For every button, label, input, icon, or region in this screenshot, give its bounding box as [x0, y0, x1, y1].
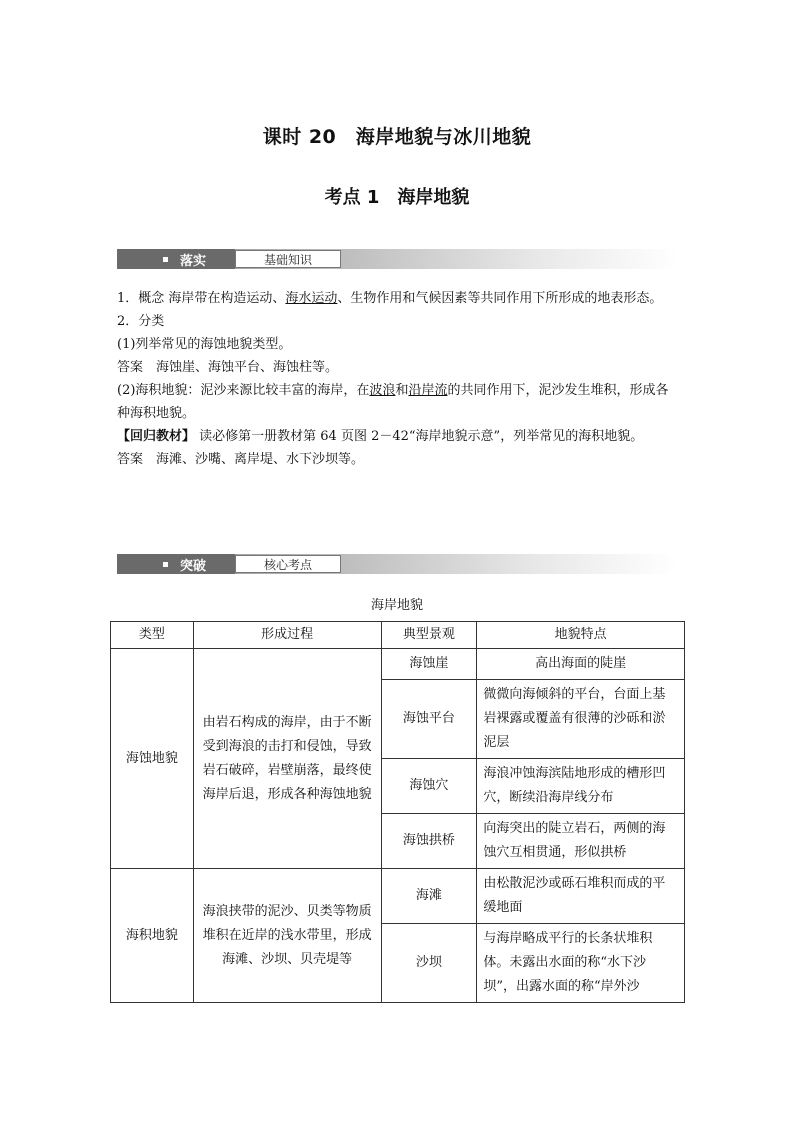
- feature-cell: 向海突出的陡立岩石，两侧的海蚀穴互相贯通，形似拱桥: [477, 814, 685, 869]
- square-bullet-icon: [163, 562, 168, 567]
- coastal-landform-table: [110, 621, 685, 1003]
- section-tag-light: 基础知识: [235, 250, 341, 268]
- type-cell-erosion: 海蚀地貌: [111, 649, 194, 869]
- table-row: [111, 869, 685, 924]
- table-header-row: [111, 622, 685, 649]
- concept-underline-1: 海水运动: [285, 291, 338, 306]
- table-row: [111, 649, 685, 680]
- deposition-text-2: 和: [395, 383, 409, 398]
- deposition-text-1: (2)海积地貌：泥沙来源比较丰富的海岸，在: [117, 383, 370, 398]
- section-tag-dark-label: 落实: [180, 253, 207, 269]
- feature-cell: 微微向海倾斜的平台，台面上基岩裸露或覆盖有很薄的沙砾和淤泥层: [477, 680, 685, 759]
- landscape-cell: 沙坝: [381, 924, 477, 1003]
- question-1: (1)列举常见的海蚀地貌类型。: [117, 337, 292, 352]
- header-landscape: 典型景观: [381, 622, 477, 649]
- header-feature: 地貌特点: [477, 622, 685, 649]
- landscape-cell: 海蚀穴: [381, 759, 477, 814]
- feature-cell: 与海岸略成平行的长条状堆积体。未露出水面的称“水下沙坝”，出露水面的称“岸外沙: [477, 924, 685, 1003]
- deposition-underline-2: 沿岸流: [408, 383, 448, 398]
- header-type: 类型: [111, 622, 194, 649]
- lesson-title: 课时 20 海岸地貌与冰川地貌: [262, 126, 532, 148]
- answer-1: 答案 海蚀崖、海蚀平台、海蚀柱等。: [117, 360, 339, 375]
- landscape-cell: 海滩: [381, 869, 477, 924]
- landscape-cell: 海蚀平台: [381, 680, 477, 759]
- basics-content: [117, 287, 681, 471]
- section-tag-dark-label: 突破: [180, 558, 207, 574]
- feature-cell: 高出海面的陡崖: [477, 649, 685, 680]
- type-cell-deposition: 海积地貌: [111, 869, 194, 1003]
- feature-cell: 海浪冲蚀海滨陆地形成的槽形凹穴，断续沿海岸线分布: [477, 759, 685, 814]
- topic-title: 考点 1 海岸地貌: [324, 187, 470, 208]
- concept-text-1: 1．概念 海岸带在构造运动、: [117, 291, 286, 306]
- landscape-cell: 海蚀崖: [381, 649, 477, 680]
- textbook-review: [117, 425, 681, 448]
- deposition-paragraph: [117, 379, 681, 425]
- section-header-basics: [117, 249, 677, 269]
- textbook-review-text: 读必修第一册教材第 64 页图 2－42“海岸地貌示意”，列举常见的海积地貌。: [195, 429, 644, 444]
- landscape-cell: 海蚀拱桥: [381, 814, 477, 869]
- deposition-text-3: 的共同作用下，泥沙发生堆积，形成各种海积地貌。: [117, 383, 669, 421]
- classification-heading: 2．分类: [117, 314, 165, 329]
- section-tag-dark: [117, 554, 235, 574]
- header-process: 形成过程: [193, 622, 381, 649]
- section-header-core: [117, 554, 677, 574]
- process-cell-erosion: 由岩石构成的海岸，由于不断受到海浪的击打和侵蚀，导致岩石破碎，岩壁崩落，最终使海岸后退，形成各种海蚀地貌: [193, 649, 381, 869]
- section-tag-light: 核心考点: [235, 555, 341, 573]
- feature-cell: 由松散泥沙或砾石堆积而成的平缓地面: [477, 869, 685, 924]
- section-tag-dark: [117, 249, 235, 269]
- textbook-review-tag: 【回归教材】: [117, 429, 196, 444]
- process-cell-deposition: 海浪挟带的泥沙、贝类等物质堆积在近岸的浅水带里，形成海滩、沙坝、贝壳堤等: [193, 869, 381, 1003]
- table-caption: 海岸地貌: [370, 598, 423, 613]
- concept-paragraph: [117, 287, 681, 310]
- concept-text-2: 、生物作用和气候因素等共同作用下所形成的地表形态。: [337, 291, 663, 306]
- answer-2: 答案 海滩、沙嘴、离岸堤、水下沙坝等。: [117, 452, 365, 467]
- square-bullet-icon: [163, 257, 168, 262]
- deposition-underline-1: 波浪: [369, 383, 396, 398]
